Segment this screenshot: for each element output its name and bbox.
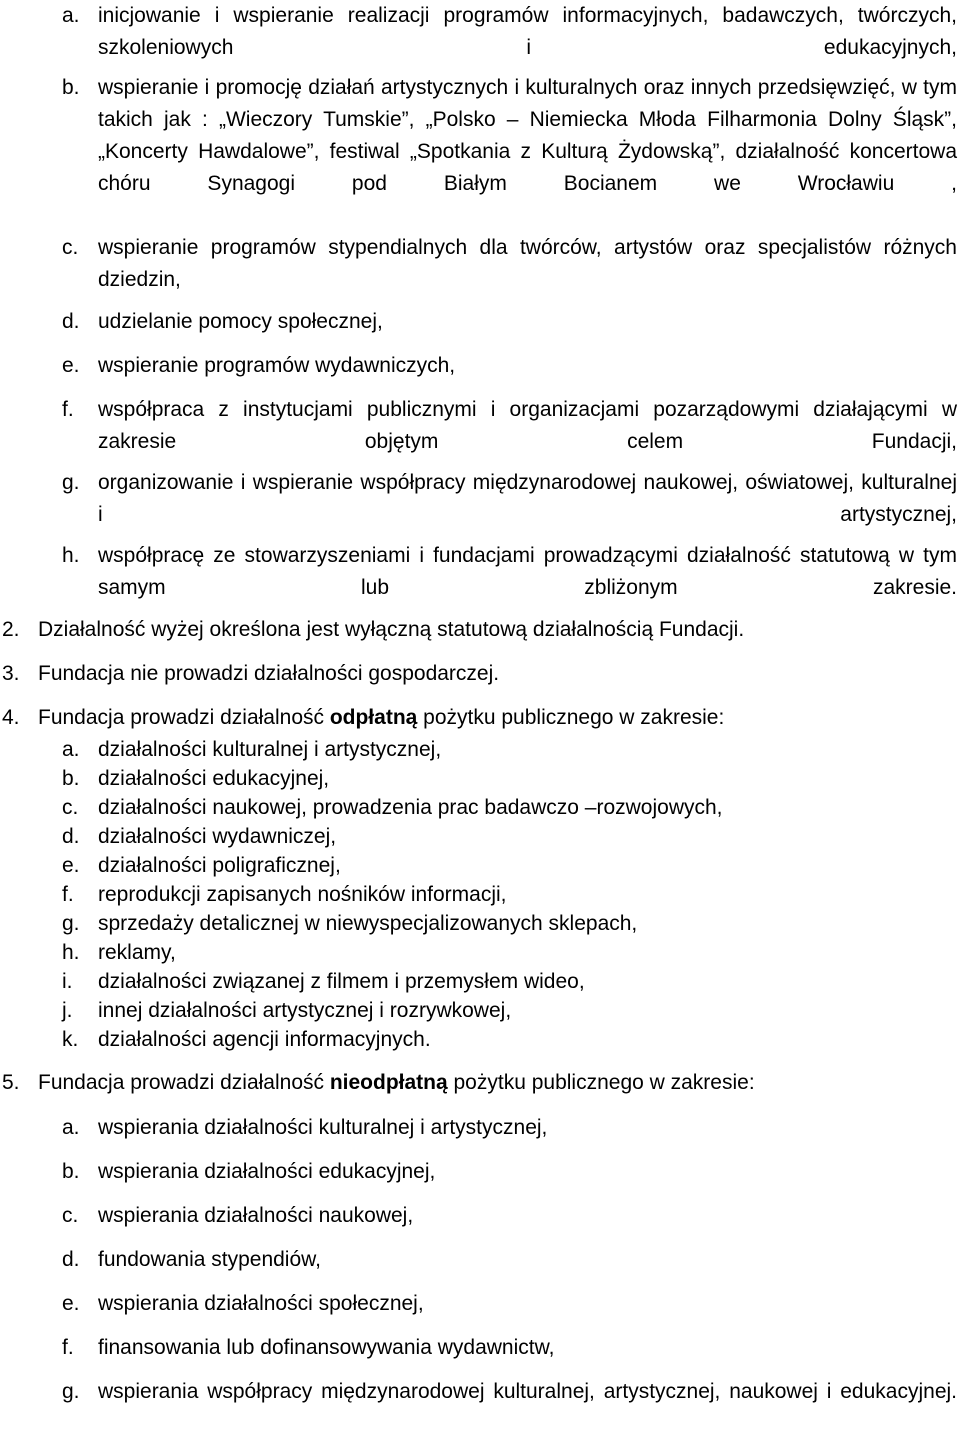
- section-text-part: Fundacja prowadzi działalność: [38, 1071, 330, 1094]
- list-marker: c.: [62, 236, 79, 259]
- list-marker: j.: [62, 999, 73, 1022]
- list-item: [62, 996, 957, 1026]
- section-number: 5.: [2, 1071, 20, 1094]
- list-marker: e.: [62, 1292, 80, 1315]
- list-item-text: wspierania działalności naukowej,: [98, 1204, 414, 1227]
- list-item-text: udzielanie pomocy społecznej,: [98, 310, 383, 333]
- list-item-text: wspieranie i promocję działań artystycznych i kulturalnych oraz innych przedsięwzięć, w tym takich jak : „Wieczory Tumskie”, „Polsko – Niemiecka Młoda Filharmonia Dolny Śląsk”, „Koncerty Hawdalowe”, festiwal „Spotkania z Kulturą Żydowską”, działalność koncertowa chóru Synagogi pod Białym Bocianem we Wrocławiu ,: [98, 76, 957, 195]
- list-marker: a.: [62, 1116, 80, 1139]
- list-item: [62, 1244, 957, 1276]
- section-2: [2, 618, 957, 642]
- list-item-text: fundowania stypendiów,: [98, 1248, 321, 1271]
- list-item: [62, 735, 957, 765]
- list-item-text: działalności wydawniczej,: [98, 825, 337, 848]
- list-item-text: działalności naukowej, prowadzenia prac badawczo –rozwojowych,: [98, 796, 723, 819]
- list-item-text: inicjowanie i wspieranie realizacji programów informacyjnych, badawczych, twórczych, szkoleniowych i edukacyjnych,: [98, 4, 957, 59]
- list-marker: g.: [62, 471, 80, 494]
- list-item-text: działalności edukacyjnej,: [98, 767, 330, 790]
- list-item-text: wspierania działalności społecznej,: [98, 1292, 424, 1315]
- list-item: [62, 1156, 957, 1188]
- list-item: [62, 306, 957, 338]
- list-marker: a.: [62, 738, 80, 761]
- section-text: [38, 706, 957, 730]
- list-marker: f.: [62, 883, 74, 906]
- list-item-text: wspieranie programów wydawniczych,: [98, 354, 456, 377]
- list-item-text: reklamy,: [98, 941, 176, 964]
- section-number: 3.: [2, 662, 20, 685]
- list-marker: g.: [62, 1380, 80, 1403]
- list-item-text: innej działalności artystycznej i rozrywkowej,: [98, 999, 512, 1022]
- section-text: Fundacja nie prowadzi działalności gospodarczej.: [38, 662, 500, 685]
- list-item-text: działalności poligraficznej,: [98, 854, 341, 877]
- list-marker: k.: [62, 1028, 79, 1051]
- list-item-text: reprodukcji zapisanych nośników informacji,: [98, 883, 507, 906]
- list-item: [62, 967, 957, 997]
- list-marker: d.: [62, 310, 80, 333]
- list-item: [62, 1025, 957, 1055]
- section-text-part: pożytku publicznego w zakresie:: [417, 706, 725, 729]
- list-item-text: sprzedaży detalicznej w niewyspecjalizowanych sklepach,: [98, 912, 638, 935]
- list-item: [62, 822, 957, 852]
- list-item-text: finansowania lub dofinansowywania wydawnictw,: [98, 1336, 555, 1359]
- list-marker: d.: [62, 1248, 80, 1271]
- list-item-text: organizowanie i wspieranie współpracy międzynarodowej naukowej, oświatowej, kulturalnej i artystycznej,: [98, 471, 957, 526]
- list-item: [62, 764, 957, 794]
- section-4: [2, 706, 957, 730]
- section-emphasis: nieodpłatną: [329, 1071, 448, 1094]
- section-text-part: Fundacja prowadzi działalność: [38, 706, 330, 729]
- list-marker: h.: [62, 544, 80, 567]
- list-marker: b.: [62, 1160, 80, 1183]
- section-text: [38, 1071, 957, 1095]
- list-item: [62, 72, 957, 232]
- list-item: [62, 909, 957, 939]
- section-5: [2, 1071, 957, 1095]
- list-marker: f.: [62, 398, 74, 421]
- list-item: [62, 350, 957, 382]
- list-item: [62, 1200, 957, 1232]
- list-item: [62, 880, 957, 910]
- list-marker: e.: [62, 854, 80, 877]
- section-text: Działalność wyżej określona jest wyłączną statutową działalnością Fundacji.: [38, 618, 745, 641]
- list-marker: d.: [62, 825, 80, 848]
- list-item-text: działalności agencji informacyjnych.: [98, 1028, 431, 1051]
- list-item-text: wspierania działalności edukacyjnej,: [98, 1160, 436, 1183]
- list-item: [62, 938, 957, 968]
- list-item-text: wspieranie programów stypendialnych dla twórców, artystów oraz specjalistów różnych dziedzin,: [98, 236, 957, 291]
- list-item: [62, 1332, 957, 1364]
- list-item: [62, 1288, 957, 1320]
- list-item-text: wspierania działalności kulturalnej i artystycznej,: [98, 1116, 548, 1139]
- list-item-text: działalności kulturalnej i artystycznej,: [98, 738, 442, 761]
- section-emphasis: odpłatną: [329, 706, 418, 729]
- section-number: 4.: [2, 706, 20, 729]
- list-item-text: działalności związanej z filmem i przemysłem wideo,: [98, 970, 585, 993]
- list-item: [62, 793, 957, 823]
- list-marker: i.: [62, 970, 73, 993]
- list-item: [62, 851, 957, 881]
- list-marker: b.: [62, 76, 80, 99]
- list-marker: f.: [62, 1336, 74, 1359]
- list-marker: g.: [62, 912, 80, 935]
- section-3: [2, 662, 957, 686]
- list-item-text: współpracę ze stowarzyszeniami i fundacjami prowadzącymi działalność statutową w tym samym lub zbliżonym zakresie.: [98, 544, 957, 599]
- list-marker: h.: [62, 941, 80, 964]
- list-marker: c.: [62, 796, 79, 819]
- list-item: [62, 1112, 957, 1144]
- section-number: 2.: [2, 618, 20, 641]
- list-marker: e.: [62, 354, 80, 377]
- section-text-part: pożytku publicznego w zakresie:: [447, 1071, 755, 1094]
- list-marker: a.: [62, 4, 80, 27]
- list-item-text: współpraca z instytucjami publicznymi i organizacjami pozarządowymi działającymi w zakresie objętym celem Fundacji,: [98, 398, 957, 453]
- list-item: [62, 1376, 957, 1440]
- list-marker: c.: [62, 1204, 79, 1227]
- list-marker: b.: [62, 767, 80, 790]
- list-item-text: wspierania współpracy międzynarodowej kulturalnej, artystycznej, naukowej i edukacyjnej.: [98, 1380, 957, 1403]
